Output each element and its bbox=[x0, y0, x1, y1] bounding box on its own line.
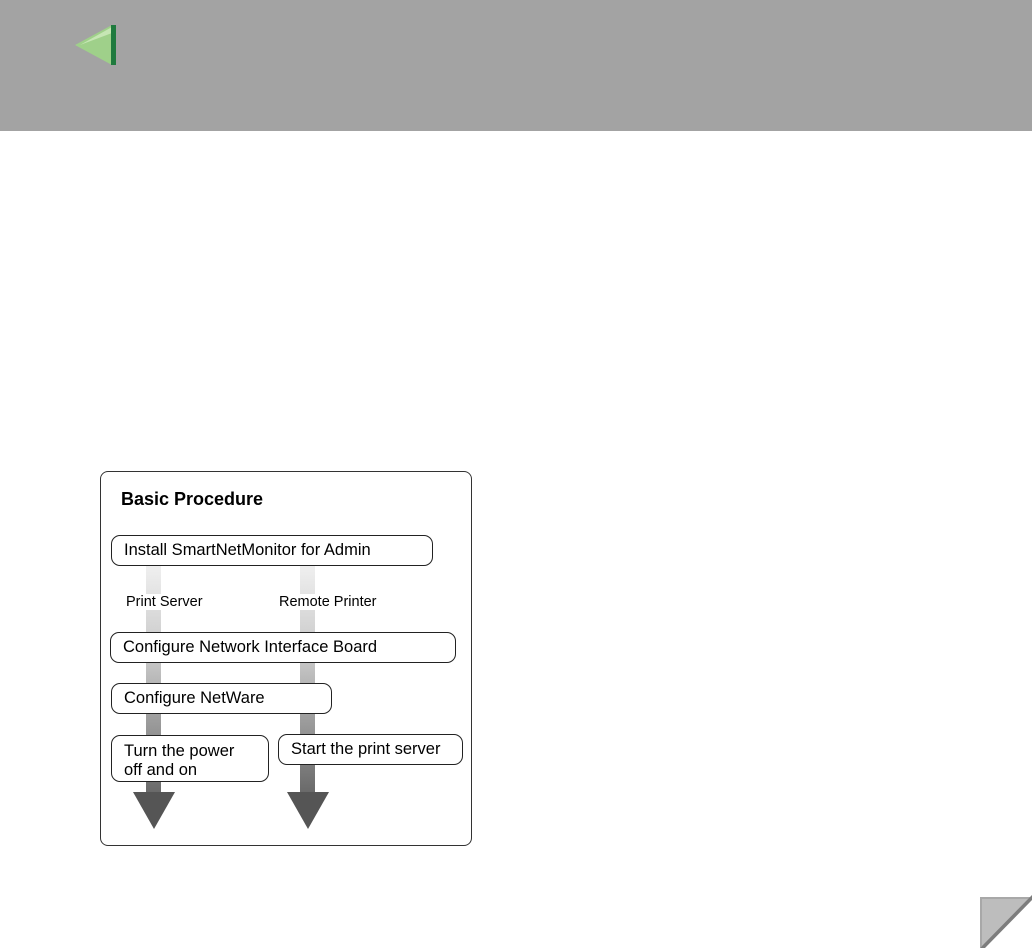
step-start-print-server-label: Start the print server bbox=[291, 740, 441, 758]
step-turn-power-off-on bbox=[111, 735, 269, 782]
step-configure-nib-label: Configure Network Interface Board bbox=[123, 638, 378, 656]
remote-printer-flow-arrowhead bbox=[287, 792, 329, 829]
step-install-smartnetmonitor bbox=[111, 535, 433, 566]
branch-label-print-server: Print Server bbox=[126, 594, 203, 610]
step-configure-nib bbox=[110, 632, 456, 663]
print-server-flow-arrowhead bbox=[133, 792, 175, 829]
step-configure-netware bbox=[111, 683, 332, 714]
step-start-print-server bbox=[278, 734, 463, 765]
step-install-label: Install SmartNetMonitor for Admin bbox=[124, 541, 371, 559]
step-power-line-1: Turn the power bbox=[124, 742, 235, 760]
branch-label-remote-printer: Remote Printer bbox=[279, 594, 377, 610]
diagram-title: Basic Procedure bbox=[121, 489, 264, 509]
step-power-line-2: off and on bbox=[124, 761, 198, 779]
page-curl-icon[interactable] bbox=[975, 892, 1032, 948]
step-configure-netware-label: Configure NetWare bbox=[124, 689, 265, 707]
